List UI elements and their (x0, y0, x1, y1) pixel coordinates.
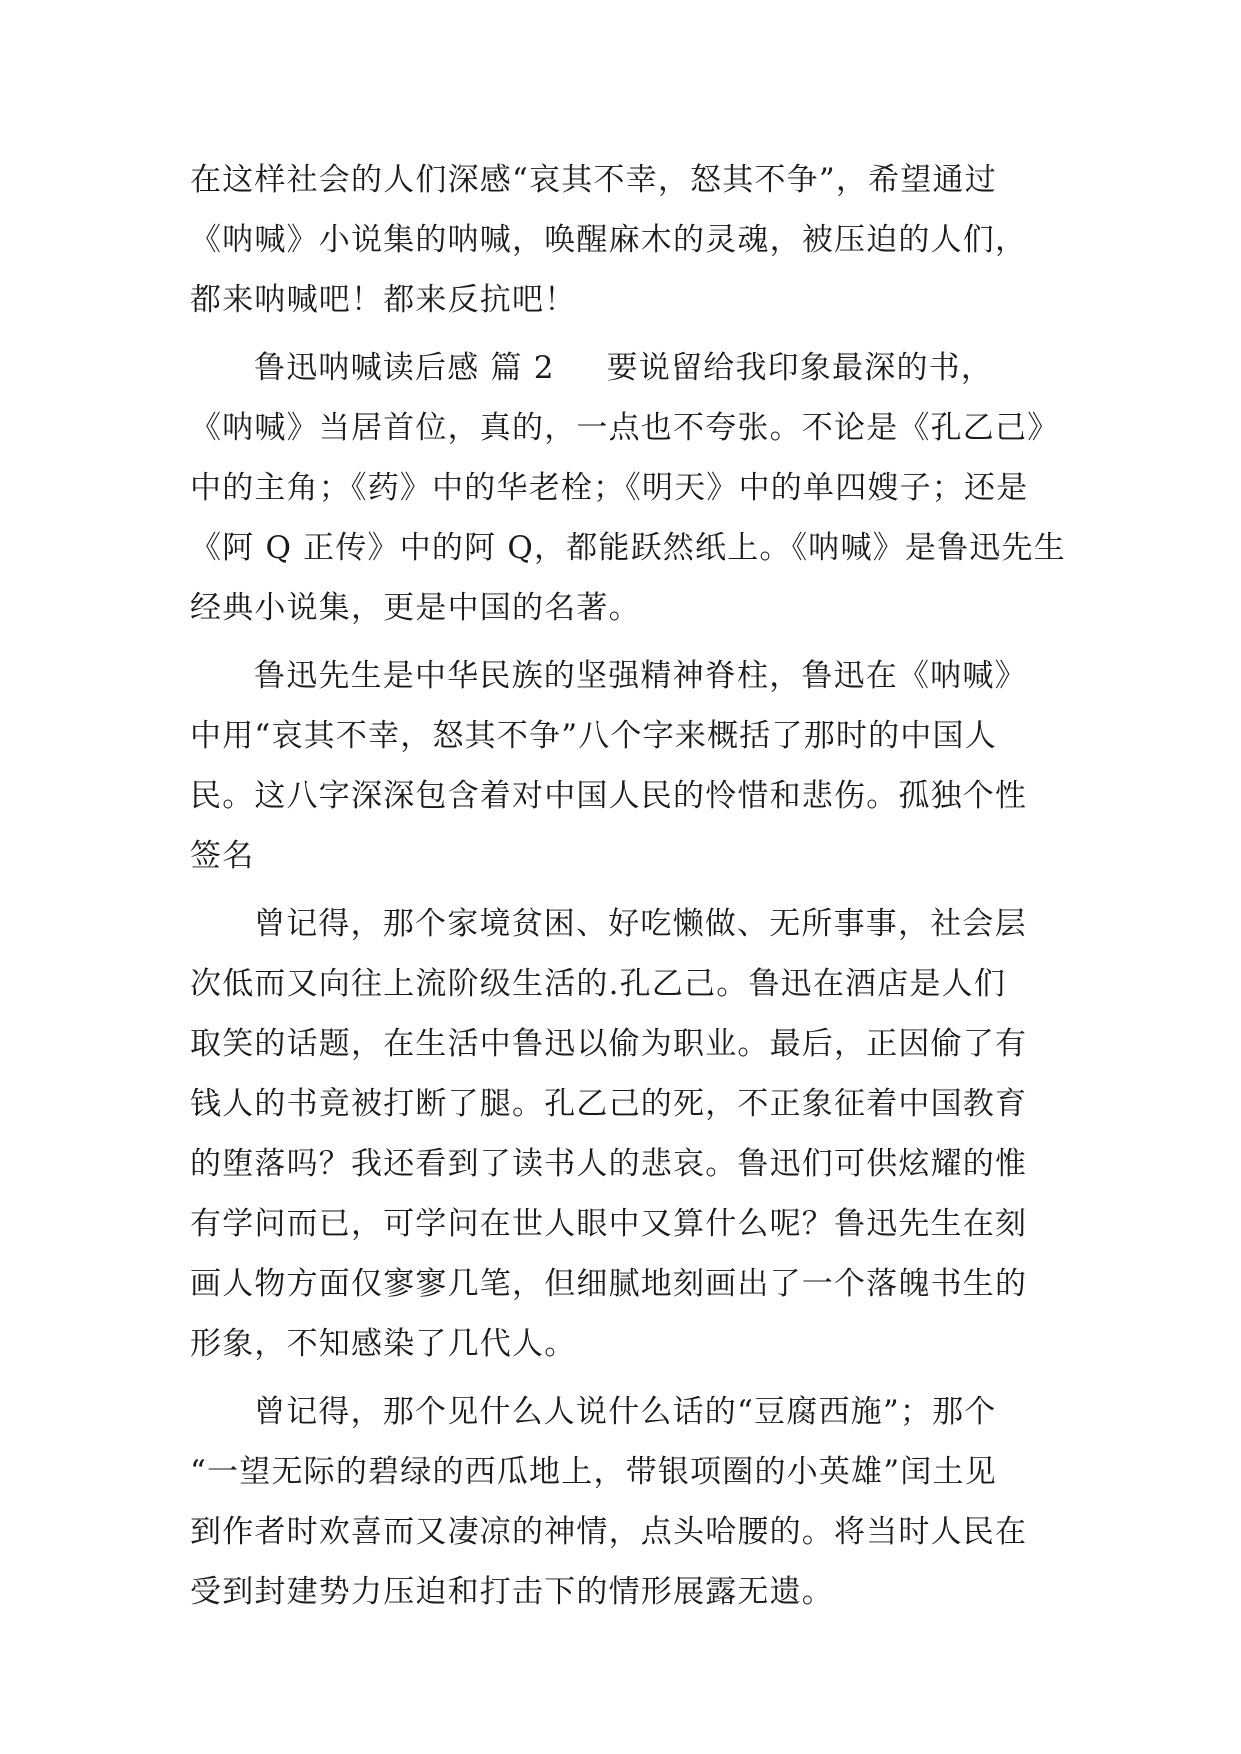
paragraph (190, 150, 1050, 330)
paragraph (190, 894, 1050, 1374)
text-line: 经典小说集，更是中国的名著。 (190, 590, 641, 626)
text-line: 受到封建势力压迫和打击下的情形展露无遗。 (190, 1574, 834, 1610)
paragraph (190, 338, 1066, 638)
text-line: 中的主角；《药》中的华老栓；《明天》中的单四嫂子；还是 (190, 470, 1029, 506)
text-line: 民。这八字深深包含着对中国人民的怜惜和悲伤。孤独个性 (190, 778, 1028, 814)
heading-line (190, 338, 1050, 398)
section-heading: 鲁迅呐喊读后感 篇 2 (254, 350, 555, 386)
text-span: 要说留给我印象最深的书， (606, 350, 994, 386)
text-line: 签名 (190, 838, 255, 874)
text-line: 《阿 Q 正传》中的阿 Q，都能跃然纸上。《呐喊》是鲁迅先生 (190, 530, 1066, 566)
text-line: 鲁迅先生是中华民族的坚强精神脊柱，鲁迅在《呐喊》 (254, 658, 1027, 694)
document-body (190, 150, 1066, 1622)
text-line: 《呐喊》小说集的呐喊，唤醒麻木的灵魂，被压迫的人们， (190, 222, 1028, 258)
text-line: 到作者时欢喜而又凄凉的神情，点头哈腰的。将当时人民在 (190, 1514, 1028, 1550)
text-line: 画人物方面仅寥寥几笔，但细腻地刻画出了一个落魄书生的 (190, 1266, 1028, 1302)
text-line: 有学问而已，可学问在世人眼中又算什么呢？鲁迅先生在刻 (190, 1206, 1028, 1242)
text-line: “一望无际的碧绿的西瓜地上，带银项圈的小英雄”闰土见 (190, 1454, 997, 1490)
text-line: 都来呐喊吧！都来反抗吧！ (190, 282, 577, 318)
paragraph (190, 646, 1050, 886)
text-line: 取笑的话题，在生活中鲁迅以偷为职业。最后，正因偷了有 (190, 1026, 1028, 1062)
text-line: 在这样社会的人们深感“哀其不幸，怒其不争”，希望通过 (190, 162, 997, 198)
text-line: 形象，不知感染了几代人。 (190, 1326, 577, 1362)
paragraph (190, 1382, 1050, 1622)
text-line: 的堕落吗？我还看到了读书人的悲哀。鲁迅们可供炫耀的惟 (190, 1146, 1028, 1182)
text-line: 曾记得，那个家境贫困、好吃懒做、无所事事，社会层 (254, 906, 1027, 942)
text-line: 《呐喊》当居首位，真的，一点也不夸张。不论是《孔乙己》 (190, 410, 1060, 446)
text-line: 钱人的书竟被打断了腿。孔乙己的死，不正象征着中国教育 (190, 1086, 1028, 1122)
text-line: 次低而又向往上流阶级生活的.孔乙己。鲁迅在酒店是人们 (190, 966, 1007, 1002)
text-line: 中用“哀其不幸，怒其不争”八个字来概括了那时的中国人 (190, 718, 997, 754)
text-line: 曾记得，那个见什么人说什么话的“豆腐西施”；那个 (254, 1394, 997, 1430)
